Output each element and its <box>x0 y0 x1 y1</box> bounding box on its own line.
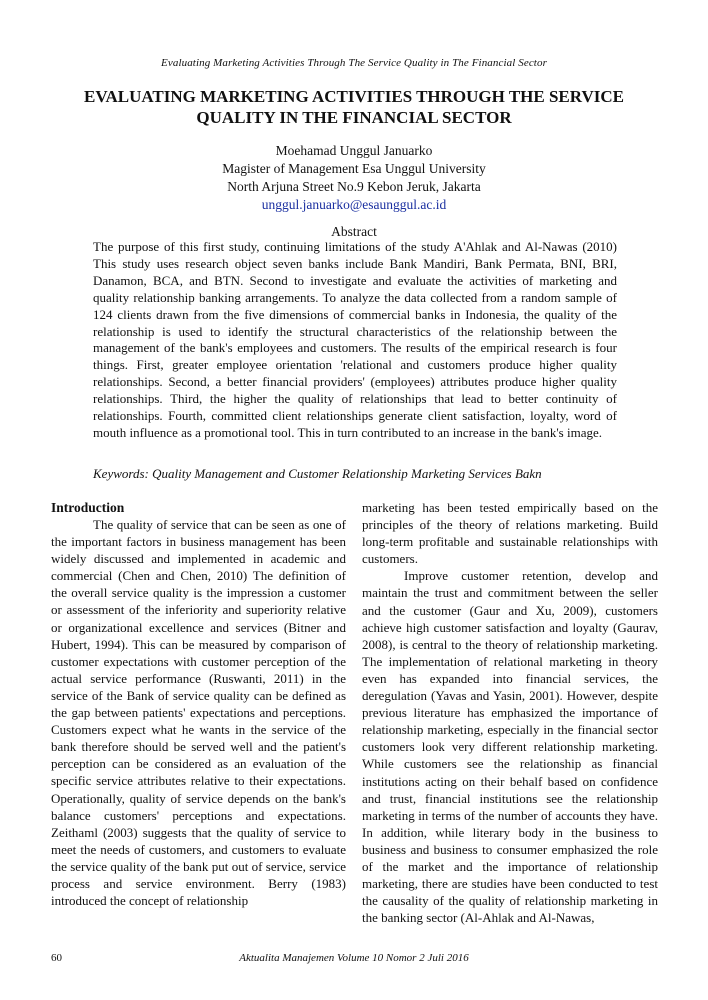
title-line-1: EVALUATING MARKETING ACTIVITIES THROUGH THE SERVICE <box>84 87 624 106</box>
paper-title <box>60 86 648 128</box>
author-affiliation: Magister of Management Esa Unggul University <box>222 161 486 176</box>
intro-paragraph-1-continued: marketing has been tested empirically based on the principles of the theory of relations marketing. Build long-term profitable and sustainable relationships with customers. <box>362 500 658 567</box>
keywords: Keywords: Quality Management and Customer Relationship Marketing Services Bakn <box>93 466 542 481</box>
journal-footer: Aktualita Manajemen Volume 10 Nomor 2 Juli 2016 <box>239 952 469 964</box>
abstract-heading: Abstract <box>331 224 377 239</box>
right-column <box>362 499 658 926</box>
intro-paragraph-1: The quality of service that can be seen as one of the important factors in business management has been widely discussed and implemented in academic and commercial (Chen and Chen, 2010) The definition of the overall service quality is the impression a customer or assessment of the inferiority and superiority relative or organizational excellence and services (Bitner and Hubert, 1994). This can be measured by comparison of customer expectations with customer perception of the actual service performance (Ruswanti, 2011) in the service of the Bank of service quality can be defined as the gap between patients' expectations and perceptions. Customers expect what he wants in the service of the bank therefore should be served well and the patient's perception can be considered as an evaluation of the specific service attributes relative to their expectations. Operationally, quality of service depends on the bank's balance customers' perceptions and expectations. Zeithaml (2003) suggests that the quality of service to meet the needs of customers, and customers to evaluate the service quality of the bank put out of service, service process and service environment. Berry (1983) introduced the concept of relationship <box>51 517 346 909</box>
author-address: North Arjuna Street No.9 Kebon Jeruk, Jakarta <box>227 179 481 194</box>
introduction-heading: Introduction <box>51 500 125 515</box>
author-email-link[interactable]: unggul.januarko@esaunggul.ac.id <box>261 197 447 212</box>
author-name: Moehamad Unggul Januarko <box>275 143 433 158</box>
intro-paragraph-2: Improve customer retention, develop and maintain the trust and commitment between the seller and the customer (Gaur and Xu, 2009), customers achieve high customer satisfaction and loyalty (Gaurav, 2008), is central to the theory of relationship marketing. The implementation of relational marketing in theory even has expanded into financial services, the deregulation (Yavas and Yasin, 2001). However, despite previous literature has emphasized the importance of relationship marketing, especially in the financial sector customers look very different relationship marketing. While customers see the relationship as financial institutions acting on their behalf based on confidence and trust, financial institutions see the relationship marketing in terms of the number of accounts they have. In addition, while literary body in the business to business and business to consumer emphasized the role of the market and the importance of relationship marketing, there are studies have been conducted to test the causality of the quality of relationship marketing in the banking sector (Al-Ahlak and Al-Nawas, <box>362 568 658 926</box>
author-block <box>60 142 648 214</box>
running-head: Evaluating Marketing Activities Through The Service Quality in The Financial Sector <box>161 57 547 69</box>
left-column <box>51 499 346 909</box>
abstract-text: The purpose of this first study, continuing limitations of the study A'Ahlak and Al-Nawas (2010) This study uses research object seven banks include Bank Mandiri, Bank Permata, BNI, BRI, Danamon, BCA, and BTN. Second to investigate and evaluate the activities of marketing and quality relationship banking arrangements. To analyze the data collected from a random sample of 124 clients drawn from the five dimensions of commercial banks in Indonesia, the quality of the relationship is used to identify the structural characteristics of the relationship between the management of the bank's employees and customers. The results of the empirical research is four things. First, greater employee orientation 'relational and customers produce higher quality relationships. Second, a better financial providers' (employees) attributes produce higher quality relationships. Third, the higher the quality of relationships that lead to better continuity of relationships. Fourth, committed client relationships generate client satisfaction, loyalty, word of mouth influence as a promotional tool. This in turn contributed to an increase in the bank's image. <box>93 239 617 440</box>
page-number: 60 <box>51 952 62 964</box>
title-line-2: QUALITY IN THE FINANCIAL SECTOR <box>196 108 512 127</box>
